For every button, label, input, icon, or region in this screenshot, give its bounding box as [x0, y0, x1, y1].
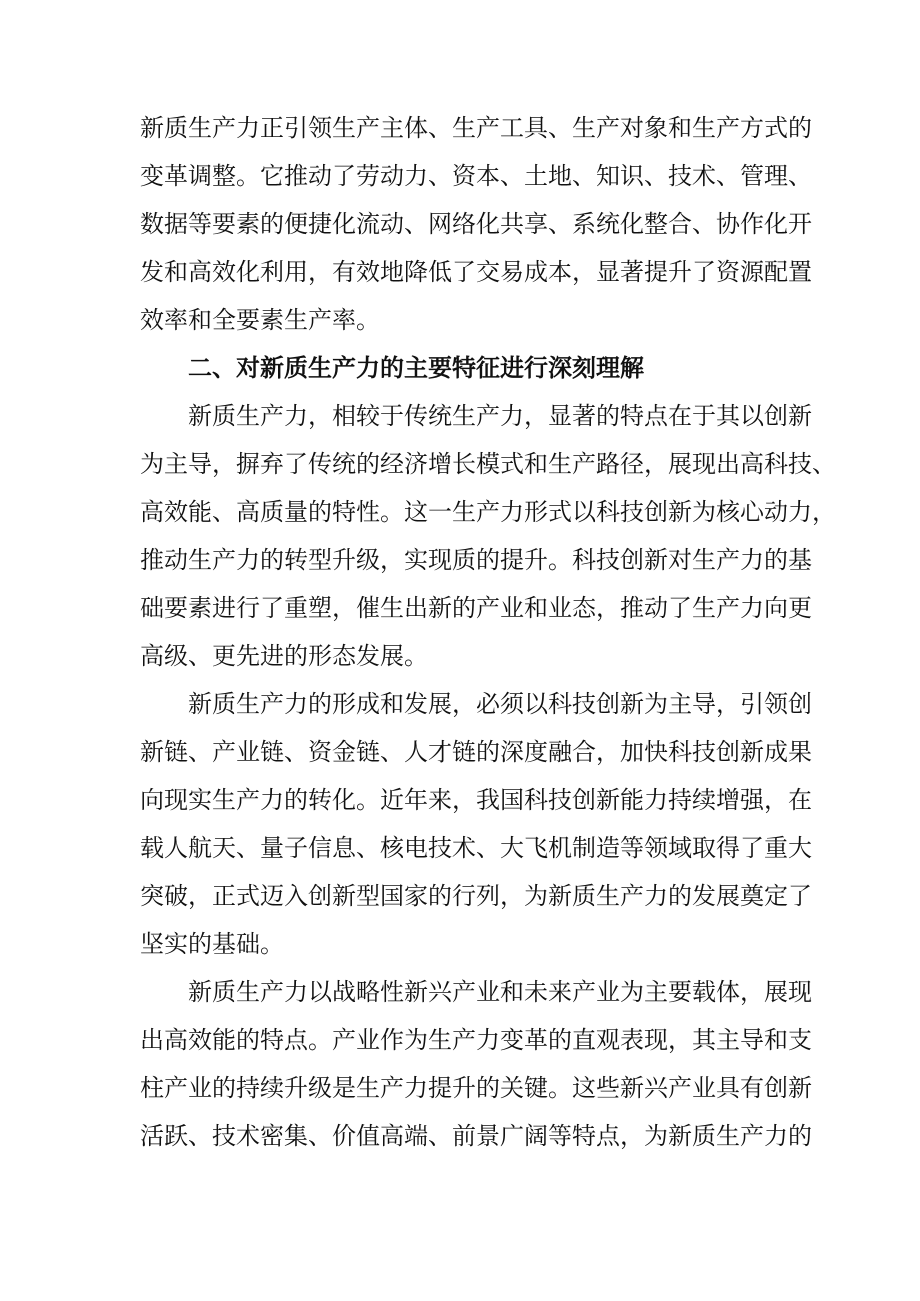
paragraph-line: 高效能、高质量的特性。这一生产力形式以科技创新为核心动力， [140, 498, 836, 526]
paragraph-1 [140, 104, 812, 344]
paragraph-line: 础要素进行了重塑，催生出新的产业和业态，推动了生产力向更 [140, 594, 812, 622]
paragraph-line: 新质生产力正引领生产主体、生产工具、生产对象和生产方式的 [140, 114, 812, 142]
paragraph-line: 出高效能的特点。产业作为生产力变革的直观表现，其主导和支 [140, 1026, 812, 1054]
paragraph-line: 新质生产力，相较于传统生产力，显著的特点在于其以创新 [188, 402, 812, 430]
paragraph-line: 柱产业的持续升级是生产力提升的关键。这些新兴产业具有创新 [140, 1074, 812, 1102]
paragraph-line: 新链、产业链、资金链、人才链的深度融合，加快科技创新成果 [140, 738, 812, 766]
paragraph-line: 高级、更先进的形态发展。 [140, 642, 428, 670]
paragraph-line: 活跃、技术密集、价值高端、前景广阔等特点，为新质生产力的 [140, 1122, 812, 1150]
paragraph-line: 数据等要素的便捷化流动、网络化共享、系统化整合、协作化开 [140, 210, 812, 238]
paragraph-line: 坚实的基础。 [140, 930, 284, 958]
paragraph-line: 为主导，摒弃了传统的经济增长模式和生产路径，展现出高科技、 [140, 450, 836, 478]
paragraph-4 [140, 968, 812, 1160]
paragraph-line: 发和高效化利用，有效地降低了交易成本，显著提升了资源配置 [140, 258, 812, 286]
paragraph-line: 效率和全要素生产率。 [140, 306, 380, 334]
paragraph-line: 新质生产力以战略性新兴产业和未来产业为主要载体，展现 [188, 978, 812, 1006]
paragraph-line: 向现实生产力的转化。近年来，我国科技创新能力持续增强，在 [140, 786, 812, 814]
paragraph-2 [140, 392, 836, 680]
paragraph-line: 新质生产力的形成和发展，必须以科技创新为主导，引领创 [188, 690, 812, 718]
section-heading: 二、对新质生产力的主要特征进行深刻理解 [188, 354, 644, 382]
paragraph-line: 突破，正式迈入创新型国家的行列，为新质生产力的发展奠定了 [140, 882, 812, 910]
paragraph-line: 变革调整。它推动了劳动力、资本、土地、知识、技术、管理、 [140, 162, 812, 190]
document-page [140, 104, 836, 1160]
paragraph-line: 推动生产力的转型升级，实现质的提升。科技创新对生产力的基 [140, 546, 812, 574]
paragraph-line: 载人航天、量子信息、核电技术、大飞机制造等领域取得了重大 [140, 834, 812, 862]
paragraph-3 [140, 680, 812, 968]
